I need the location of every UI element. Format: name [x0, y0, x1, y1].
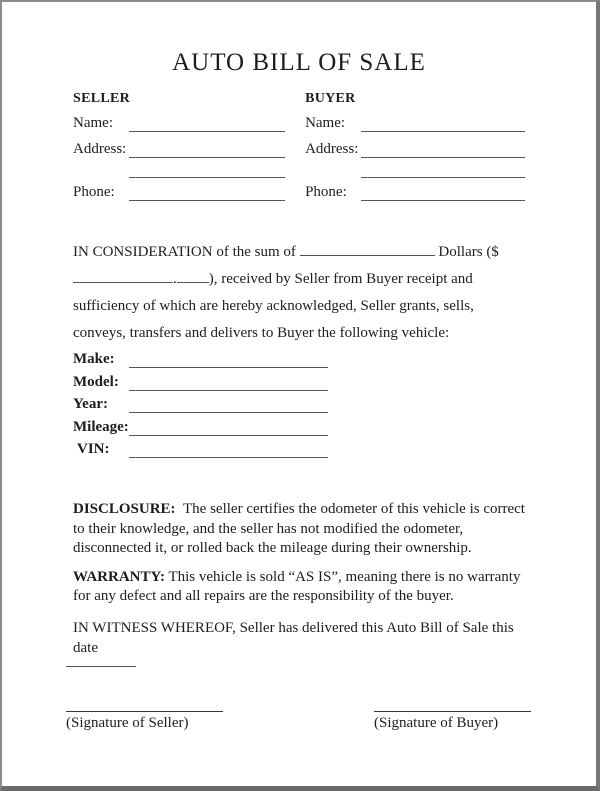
disclosure-label: DISCLOSURE: — [73, 501, 176, 517]
seller-address-row — [73, 132, 285, 158]
consideration-lead: IN CONSIDERATION of the sum of — [73, 244, 296, 260]
seller-name-row — [73, 107, 285, 132]
seller-address2-row — [73, 158, 285, 178]
amount-cents-blank — [177, 269, 209, 283]
sale-date-blank — [66, 658, 136, 667]
mileage-blank — [129, 435, 328, 436]
warranty-label: WARRANTY: — [73, 568, 165, 585]
buyer-name-blank — [361, 131, 525, 132]
make-row — [73, 347, 525, 368]
consideration-tail: ), received by Seller from Buyer receipt and sufficiency of which are hereby acknowledged, Seller grants, sells, conveys, transfers and delivers to Buyer the following vehicle: — [73, 271, 474, 341]
buyer-address2-row — [305, 158, 525, 178]
buyer-signature-block — [374, 711, 532, 733]
buyer-section — [305, 91, 525, 201]
disclosure-text: The seller certifies the odometer of this vehicle is correct to their knowledge, and the seller has not modified the odometer, disconnected it, or rolled back the mileage during their ownership. — [73, 501, 525, 556]
buyer-name-label: Name: — [305, 115, 346, 131]
seller-name-blank — [129, 131, 285, 132]
seller-signature-block — [66, 711, 224, 733]
seller-signature-line — [66, 711, 223, 712]
witness-text: IN WITNESS WHEREOF, Seller has delivered this Auto Bill of Sale this date — [73, 619, 514, 656]
disclosure-paragraph — [73, 500, 525, 559]
vin-row — [73, 436, 525, 459]
dollars-label: Dollars ($ — [438, 244, 499, 260]
seller-section — [73, 91, 285, 201]
vehicle-section — [73, 347, 525, 458]
vin-blank — [129, 457, 328, 458]
seller-heading: SELLER — [73, 91, 131, 106]
seller-name-label: Name: — [73, 115, 113, 131]
seller-signature-caption: (Signature of Seller) — [66, 714, 189, 731]
seller-phone-blank — [129, 200, 285, 201]
mileage-row — [73, 413, 525, 436]
seller-address-blank — [129, 157, 285, 158]
year-row — [73, 391, 525, 414]
buyer-address-blank-2 — [361, 177, 525, 178]
vin-label: VIN: — [77, 441, 110, 457]
parties-section — [73, 91, 525, 201]
model-row — [73, 368, 525, 391]
buyer-phone-blank — [361, 200, 525, 201]
buyer-address-blank — [361, 157, 525, 158]
year-blank — [129, 412, 328, 413]
buyer-heading: BUYER — [305, 91, 356, 106]
amount-dollars-blank — [73, 269, 173, 283]
buyer-signature-caption: (Signature of Buyer) — [374, 714, 499, 731]
decimal-point: . — [173, 271, 177, 287]
witness-paragraph — [73, 618, 525, 658]
amount-words-blank — [300, 242, 435, 256]
year-label: Year: — [73, 396, 108, 412]
buyer-phone-label: Phone: — [305, 184, 347, 200]
buyer-signature-line — [374, 711, 531, 712]
seller-address-label: Address: — [73, 141, 127, 157]
make-blank — [129, 367, 328, 368]
mileage-label: Mileage: — [73, 418, 129, 435]
make-label: Make: — [73, 351, 115, 367]
document-title: AUTO BILL OF SALE — [172, 49, 426, 76]
buyer-phone-row — [305, 178, 525, 201]
signature-section — [66, 711, 532, 733]
seller-phone-row — [73, 178, 285, 201]
buyer-name-row — [305, 107, 525, 132]
buyer-address-label: Address: — [305, 141, 359, 157]
warranty-paragraph — [73, 568, 525, 607]
consideration-paragraph — [73, 239, 525, 347]
seller-address-blank-2 — [129, 177, 285, 178]
model-blank — [129, 390, 328, 391]
model-label: Model: — [73, 373, 119, 390]
seller-phone-label: Phone: — [73, 184, 115, 200]
buyer-address-row — [305, 132, 525, 158]
warranty-text: This vehicle is sold “AS IS”, meaning there is no warranty for any defect and all repairs are the responsibility of the buyer. — [73, 568, 521, 604]
